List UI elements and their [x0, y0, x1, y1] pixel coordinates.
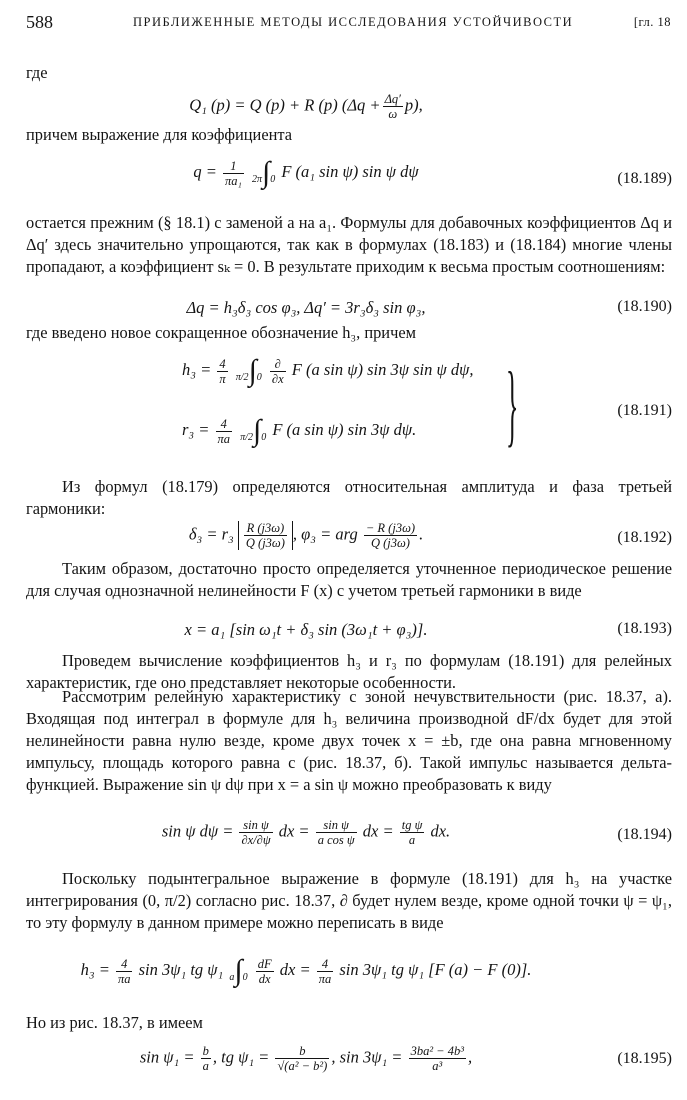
e191-r-row	[182, 416, 416, 446]
eh3-upper: a	[229, 972, 235, 983]
e195-a-num: b	[202, 1044, 209, 1058]
e191-r-lower: 0	[261, 432, 267, 443]
e194-f2-den: a cos ψ	[317, 833, 355, 847]
paragraph-but: Но из рис. 18.37, в имеем	[26, 1013, 203, 1032]
equation-18-189	[26, 150, 678, 210]
paragraph-compute: Проведем вычисление коэффициентов h₃ и r₃ по формулам (18.191) для релейных характеристик, где оно представляет некоторые особенности.	[26, 651, 672, 692]
equation-number-192: (18.192)	[617, 529, 672, 546]
integral-sign: π/2∫0	[235, 354, 262, 387]
paragraph-remains: остается прежним (§ 18.1) с заменой a на a₁. Формулы для добавочных коэффициентов Δq и Δq′ здесь значительно упрощаются, так как в формулах (18.183) и (18.184) многие члены пропадают, а коэффициент sₖ = 0. В результате приходим к весьма простым соотношениям:	[26, 213, 672, 276]
eh3-f3-den: πa	[318, 971, 332, 986]
e192-f1-num: R (j3ω)	[246, 521, 285, 535]
e191-r-den: πa	[217, 431, 231, 446]
integral-sign: 2π∫0	[251, 156, 276, 189]
paragraph-since: Поскольку подынтегральное выражение в формуле (18.191) для h₃ на участке интегрирования (0, π/2) согласно рис. 18.37, ∂ будет нулем везде, кроме одной точки ψ = ψ₁, то эту формулу в данном примере можно переписать в виде	[26, 869, 672, 932]
e195-a-lhs: sin ψ₁ =	[139, 1047, 195, 1067]
e189-num: 1	[230, 158, 237, 173]
equation-18-193	[26, 620, 678, 644]
e195-c-num: 3ba² − 4b³	[410, 1044, 464, 1058]
running-header	[0, 12, 687, 34]
e195-tail: ,	[468, 1047, 473, 1067]
e189-den: πa₁	[224, 173, 242, 188]
e194-f2-num: sin ψ	[323, 818, 349, 832]
e192-tail: .	[419, 524, 424, 544]
equation-number-191: (18.191)	[617, 402, 672, 419]
eh3-f3-num: 4	[321, 956, 329, 971]
e189-lhs: q =	[193, 161, 217, 181]
e194-f3-num: tg ψ	[401, 818, 423, 832]
e192-lhs: δ₃ = r₃	[188, 524, 234, 544]
q1-lhs: Q₁ (p) = Q (p) + R (p) (Δq +	[189, 95, 381, 115]
e191-h-lower: 0	[256, 372, 262, 383]
equation-number-190: (18.190)	[617, 298, 672, 315]
q1-tail: p),	[404, 95, 423, 115]
equation-18-191	[26, 352, 678, 476]
e191-h-upper: π/2	[235, 372, 249, 383]
eh3-f1-num: 4	[121, 956, 128, 971]
e191-h-dden: ∂x	[271, 371, 284, 386]
e189-upper: 2π	[251, 174, 262, 185]
eh3-lhs: h₃ =	[80, 959, 110, 979]
eh3-mid2: dx =	[279, 959, 311, 979]
equation-h3	[26, 948, 678, 1008]
equation-18-190	[26, 298, 678, 322]
e191-h-body: F (a sin ψ) sin 3ψ sin ψ dψ,	[291, 359, 474, 379]
equation-number-194: (18.194)	[617, 826, 672, 843]
e191-h-dnum: ∂	[274, 356, 281, 371]
e194-f1-num: sin ψ	[243, 818, 269, 832]
e192-mid: , φ₃ = arg	[292, 524, 358, 544]
e194-f3-den: a	[400, 832, 425, 847]
running-title: ПРИБЛИЖЕННЫЕ МЕТОДЫ ИССЛЕДОВАНИЯ УСТОЙЧИВОСТИ	[133, 15, 574, 29]
e194-mid1: dx =	[278, 821, 310, 841]
e195-b-lhs: , tg ψ₁ =	[212, 1047, 270, 1067]
equation-q1	[26, 88, 678, 122]
q1-frac-num: Δq′	[384, 92, 401, 106]
eh3-f2-den: dx	[256, 971, 274, 986]
equation-18-195	[26, 1040, 678, 1080]
eh3-mid1: sin 3ψ₁ tg ψ₁	[138, 959, 224, 979]
q1-frac-den: ω	[383, 106, 403, 121]
e190-body: Δq = h₃δ₃ cos φ₃, Δq′ = 3r₃δ₃ sin φ₃,	[186, 298, 426, 317]
e191-r-num: 4	[220, 416, 227, 431]
e191-r-lhs: r₃ =	[182, 419, 210, 439]
e192-f1-den: Q (j3ω)	[245, 536, 285, 550]
e195-c-lhs: , sin 3ψ₁ =	[331, 1047, 403, 1067]
paragraph-coef: причем выражение для коэффициента	[26, 125, 293, 144]
e189-body: F (a₁ sin ψ) sin ψ dψ	[281, 161, 419, 181]
e195-b-num: b	[299, 1044, 306, 1058]
e191-h-lhs: h₃ =	[182, 359, 212, 379]
equation-18-194	[26, 810, 678, 860]
page-number: 588	[26, 12, 53, 32]
integral-sign: π/2∫0	[240, 414, 267, 447]
e191-h-num: 4	[219, 356, 226, 371]
paragraph-where: где	[26, 63, 48, 82]
eh3-tail: sin 3ψ₁ tg ψ₁ [F (a) − F (0)].	[339, 959, 532, 979]
equation-number-193: (18.193)	[617, 620, 672, 637]
eh3-lower: 0	[242, 972, 248, 983]
e193-body: x = a₁ [sin ω₁t + δ₃ sin (3ω₁t + φ₃)].	[184, 620, 428, 639]
equation-18-192	[26, 516, 678, 556]
eh3-f2-num: dF	[257, 956, 272, 971]
e191-r-upper: π/2	[240, 432, 253, 443]
e194-f1-den: ∂x/∂ψ	[241, 833, 271, 847]
e192-f2-num: − R (j3ω)	[365, 521, 416, 535]
equation-number-189: (18.189)	[617, 170, 672, 187]
paragraph-relay: Рассмотрим релейную характеристику с зоной нечувствительности (рис. 18.37, а). Входящая под интеграл в формуле для h₃ величина производной dF/dx будет для этой нелинейности равна нулю везде, кроме двух точек x = ±b, где она равна мгновенному импульсу, площадь которого равна c (рис. 18.37, б). Такой импульс называется дельта-функцией. Выражение sin ψ dψ при x = a sin ψ можно преобразовать к виду	[26, 687, 672, 794]
e195-b-den: √(a² − b²)	[277, 1059, 328, 1073]
paragraph-thus: Таким образом, достаточно просто определяется уточненное периодическое решение для случая однозначной нелинейности F (x) с учетом третьей гармоники в виде	[26, 559, 672, 600]
e189-lower: 0	[270, 174, 276, 185]
right-brace: }	[506, 353, 519, 455]
e191-h-row	[182, 356, 473, 386]
e192-f2-den: Q (j3ω)	[364, 535, 417, 550]
integral-sign: a∫0	[229, 954, 248, 987]
paragraph-from-formulas: Из формул (18.179) определяются относительная амплитуда и фаза третьей гармоники:	[26, 477, 672, 518]
e194-mid2: dx =	[362, 821, 394, 841]
e194-lhs: sin ψ dψ =	[161, 821, 234, 841]
e195-a-den: a	[202, 1059, 209, 1073]
e195-c-den: a³	[409, 1058, 466, 1073]
equation-number-195: (18.195)	[617, 1050, 672, 1067]
chapter-marker: [гл. 18	[633, 15, 671, 29]
eh3-f1-den: πa	[117, 971, 131, 986]
e191-r-body: F (a sin ψ) sin 3ψ dψ.	[272, 419, 417, 439]
e194-tail: dx.	[430, 821, 451, 841]
paragraph-notation: где введено новое сокращенное обозначение h₃, причем	[26, 323, 416, 342]
e191-h-den: π	[219, 371, 226, 386]
